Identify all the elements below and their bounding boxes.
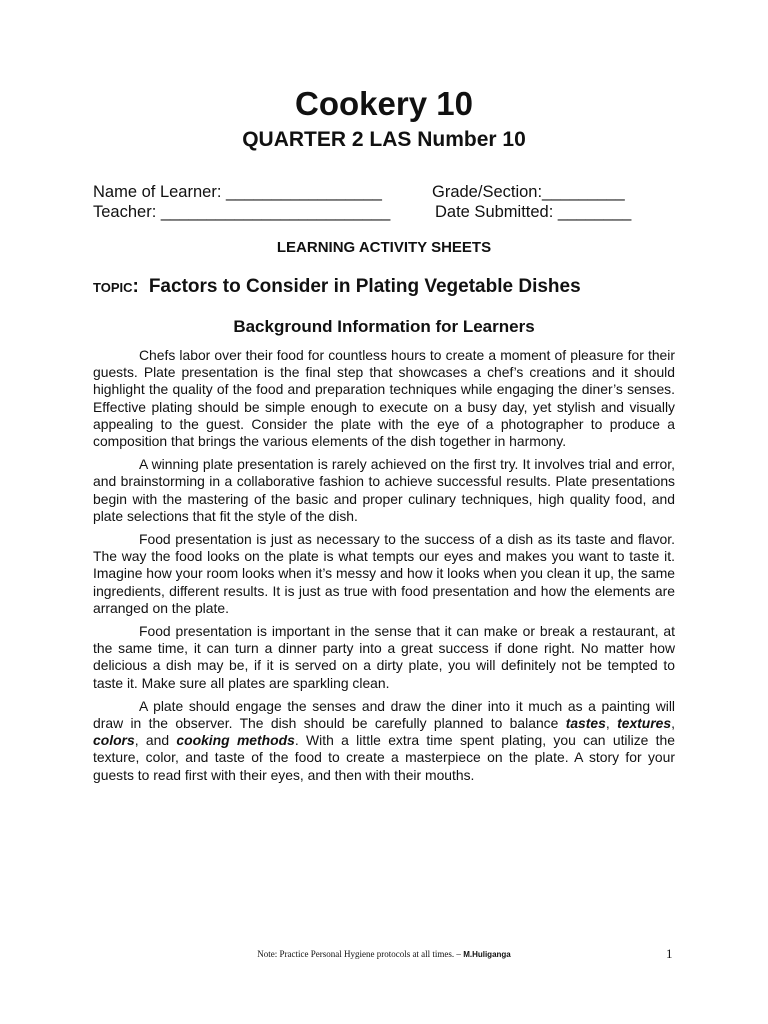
paragraph-4: Food presentation is important in the sense that it can make or break a restaurant, at the same time, it can turn a dinner party into a great success if done right. No matter how delicious a dish may be, if it is served on a dirty plate, you will definitely not be tempted to taste it. Make sure all plates are sparkling clean. (93, 623, 675, 691)
separator: , (671, 715, 675, 732)
term-textures: textures (617, 715, 672, 732)
term-cooking-methods: cooking methods (176, 732, 295, 749)
paragraph-1: Chefs labor over their food for countless hours to create a moment of pleasure for their guests. Plate presentation is the final step that showcases a chef’s creations and it should highlight the quality of the food and preparation techniques while engaging the diner’s senses. Effective plating should be simple enough to execute on a busy day, yet stylish and visually appealing to the guest. Consider the plate with the eye of a photographer to produce a composition that brings the various elements of the dish together in harmony. (93, 347, 675, 450)
grade-section-field: Grade/Section:_________ (432, 183, 625, 201)
body-text (93, 347, 675, 790)
background-heading: Background Information for Learners (233, 317, 535, 336)
document-title: Cookery 10 (295, 85, 473, 122)
footer-note-text: Note: Practice Personal Hygiene protocols at all times. – (257, 949, 464, 959)
page-number: 1 (666, 946, 673, 961)
paragraph-5-intro: A plate should engage the senses and draw the diner into it much as a painting will draw in the observer. The dish should be carefully planned to balance (93, 697, 675, 732)
document-subtitle: QUARTER 2 LAS Number 10 (242, 128, 526, 151)
paragraph-5-outro: . With a little extra time spent plating, you can utilize the texture, color, and taste of the food to create a masterpiece on the plate. A story for your guests to read first with their eyes, and then with their mouths. (93, 732, 675, 783)
teacher-field: Teacher: _________________________ (93, 203, 391, 221)
separator: , (605, 715, 618, 732)
date-submitted-field: Date Submitted: ________ (435, 203, 632, 221)
topic-text: Factors to Consider in Plating Vegetable Dishes (148, 276, 581, 297)
paragraph-5 (93, 698, 675, 784)
paragraph-2: A winning plate presentation is rarely achieved on the first try. It involves trial and error, and brainstorming in a collaborative fashion to achieve successful results. Plate presentations begin with the mastering of the basic and proper culinary techniques, high quality food, and plate selections that fit the style of the dish. (93, 456, 675, 524)
separator: , and (134, 732, 177, 749)
learning-activity-heading: LEARNING ACTIVITY SHEETS (276, 239, 492, 256)
term-colors: colors (93, 732, 135, 749)
footer-note (0, 948, 768, 961)
footer-signature: M.Huliganga (463, 950, 511, 959)
topic-label: TOPIC (93, 280, 133, 295)
paragraph-3: Food presentation is just as necessary to the success of a dish as its taste and flavor. The way the food looks on the plate is what tempts our eyes and makes you want to taste it. Imagine how your room looks when it’s messy and how it looks when you clean it up, the same ingredients, different results. It is just as true with food presentation and how the elements are arranged on the plate. (93, 531, 675, 616)
topic-line (93, 275, 581, 300)
topic-colon: : (132, 276, 139, 297)
learner-name-field: Name of Learner: _________________ (93, 183, 382, 201)
term-tastes: tastes (565, 715, 606, 732)
